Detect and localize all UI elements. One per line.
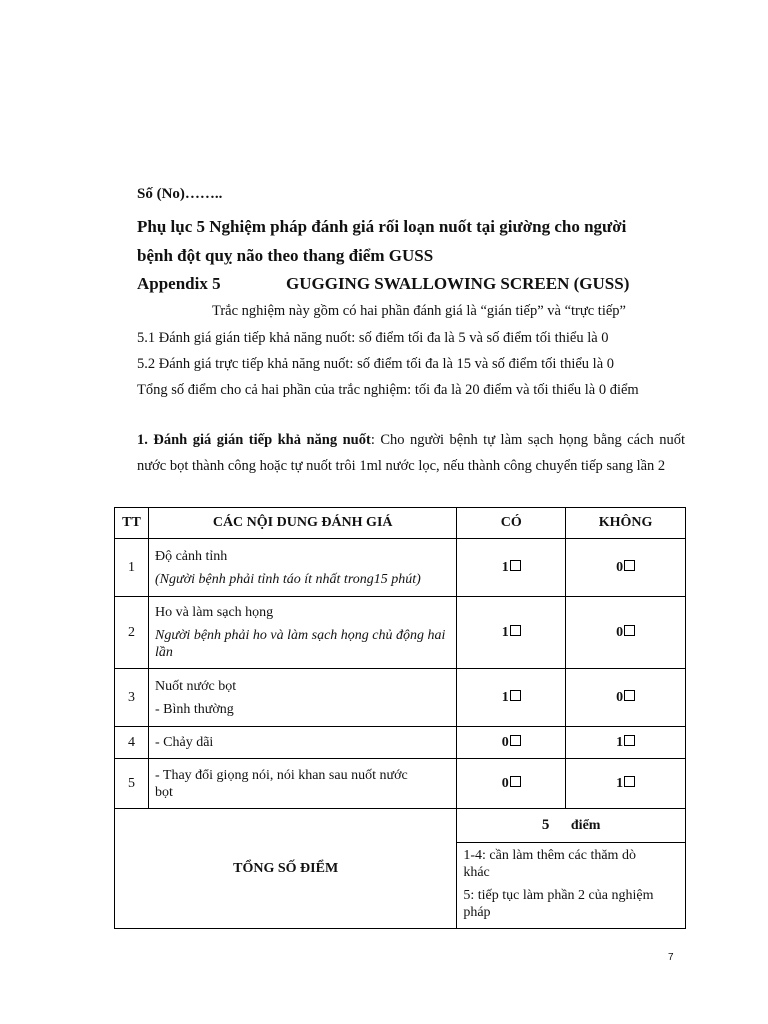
yes-score-cell <box>457 597 566 669</box>
interpretation-cell <box>457 843 686 929</box>
page-number: 7 <box>668 952 674 963</box>
interpretation-line: 5: tiếp tục làm phần 2 của nghiệm pháp <box>463 888 654 920</box>
row-label: Nuốt nước bọt <box>154 678 237 694</box>
row-note: (Người bệnh phải tỉnh táo ít nhất trong15 phút) <box>154 571 421 587</box>
row-label: - Thay đổi giọng nói, nói khan sau nuốt nước bọt <box>154 767 408 800</box>
row-number: 3 <box>115 669 149 727</box>
total-score: 5 <box>541 817 550 833</box>
yes-score-cell <box>457 759 566 809</box>
table-header-row <box>115 508 686 539</box>
no-score: 1 <box>616 775 624 791</box>
no-score-cell <box>566 727 686 759</box>
yes-score: 1 <box>501 559 509 575</box>
yes-score: 0 <box>501 775 509 791</box>
header-content: CÁC NỘI DUNG ĐÁNH GIÁ <box>148 508 456 539</box>
no-score: 0 <box>616 689 624 705</box>
row-label: Độ cảnh tỉnh <box>154 548 228 564</box>
appendix-title: GUGGING SWALLOWING SCREEN (GUSS) <box>286 274 630 293</box>
yes-score: 1 <box>501 689 509 705</box>
no-score-cell <box>566 669 686 727</box>
row-content <box>148 669 456 727</box>
table-row <box>115 539 686 597</box>
checkbox-icon[interactable] <box>510 776 521 787</box>
row-number: 5 <box>115 759 149 809</box>
table-row <box>115 759 686 809</box>
intro-line: Trắc nghiệm này gồm có hai phần đánh giá là “gián tiếp” và “trực tiếp” <box>212 303 626 319</box>
total-score-cell <box>457 809 686 843</box>
row-number: 2 <box>115 597 149 669</box>
row-note: Người bệnh phải ho và làm sạch họng chủ động hai lần <box>154 628 446 660</box>
section1-paragraph <box>137 427 685 479</box>
checkbox-icon[interactable] <box>510 560 521 571</box>
row-number: 4 <box>115 727 149 759</box>
no-score: 0 <box>616 559 624 575</box>
no-score-cell <box>566 597 686 669</box>
checkbox-icon[interactable] <box>624 560 635 571</box>
no-score: 0 <box>616 624 624 640</box>
table-row <box>115 597 686 669</box>
checkbox-icon[interactable] <box>624 625 635 636</box>
header-tt: TT <box>115 508 149 539</box>
no-score-cell <box>566 759 686 809</box>
yes-score: 1 <box>501 624 509 640</box>
header-no: KHÔNG <box>566 508 686 539</box>
checkbox-icon[interactable] <box>624 776 635 787</box>
appendix-label: Appendix 5 <box>137 274 221 293</box>
intro-line: 5.1 Đánh giá gián tiếp khả năng nuốt: số điểm tối đa là 5 và số điểm tối thiểu là 0 <box>137 330 609 346</box>
intro-line: 5.2 Đánh giá trực tiếp khả năng nuốt: số điểm tối đa là 15 và số điểm tối thiểu là 0 <box>137 356 614 372</box>
guss-table <box>114 507 686 929</box>
row-label: - Chảy dãi <box>154 735 214 750</box>
row-content <box>148 727 456 759</box>
row-content <box>148 539 456 597</box>
yes-score-cell <box>457 727 566 759</box>
title-vietnamese-line1: Phụ lục 5 Nghiệm pháp đánh giá rối loạn nuốt tại giường cho người <box>137 217 627 236</box>
checkbox-icon[interactable] <box>624 690 635 701</box>
table-row <box>115 727 686 759</box>
no-score: 1 <box>616 734 624 750</box>
total-label: TỔNG SỐ ĐIỂM <box>115 809 457 929</box>
yes-score-cell <box>457 539 566 597</box>
checkbox-icon[interactable] <box>510 690 521 701</box>
row-note: - Bình thường <box>154 701 234 717</box>
record-number: Số (No)…….. <box>137 186 223 202</box>
row-content <box>148 759 456 809</box>
total-row <box>115 809 686 843</box>
table-row <box>115 669 686 727</box>
total-unit: điểm <box>570 818 601 833</box>
row-label: Ho và làm sạch họng <box>154 605 274 620</box>
section1-heading: 1. Đánh giá gián tiếp khả năng nuốt <box>137 432 371 448</box>
title-vietnamese-line2: bệnh đột quỵ não theo thang điểm GUSS <box>137 246 434 265</box>
checkbox-icon[interactable] <box>510 735 521 746</box>
section1-text: : Cho người bệnh tự làm sạch họng bằng cách nuốt nước bọt thành công hoặc tự nuốt trôi 1ml nước lọc, nếu thành công chuyển tiếp sang lần 2 <box>137 432 686 474</box>
row-content <box>148 597 456 669</box>
intro-line: Tổng số điểm cho cả hai phần của trắc nghiệm: tối đa là 20 điểm và tối thiểu là 0 điểm <box>137 382 639 398</box>
yes-score-cell <box>457 669 566 727</box>
checkbox-icon[interactable] <box>624 735 635 746</box>
interpretation-line: 1-4: cần làm thêm các thăm dò khác <box>463 848 636 880</box>
row-number: 1 <box>115 539 149 597</box>
checkbox-icon[interactable] <box>510 625 521 636</box>
no-score-cell <box>566 539 686 597</box>
yes-score: 0 <box>501 734 509 750</box>
header-yes: CÓ <box>457 508 566 539</box>
